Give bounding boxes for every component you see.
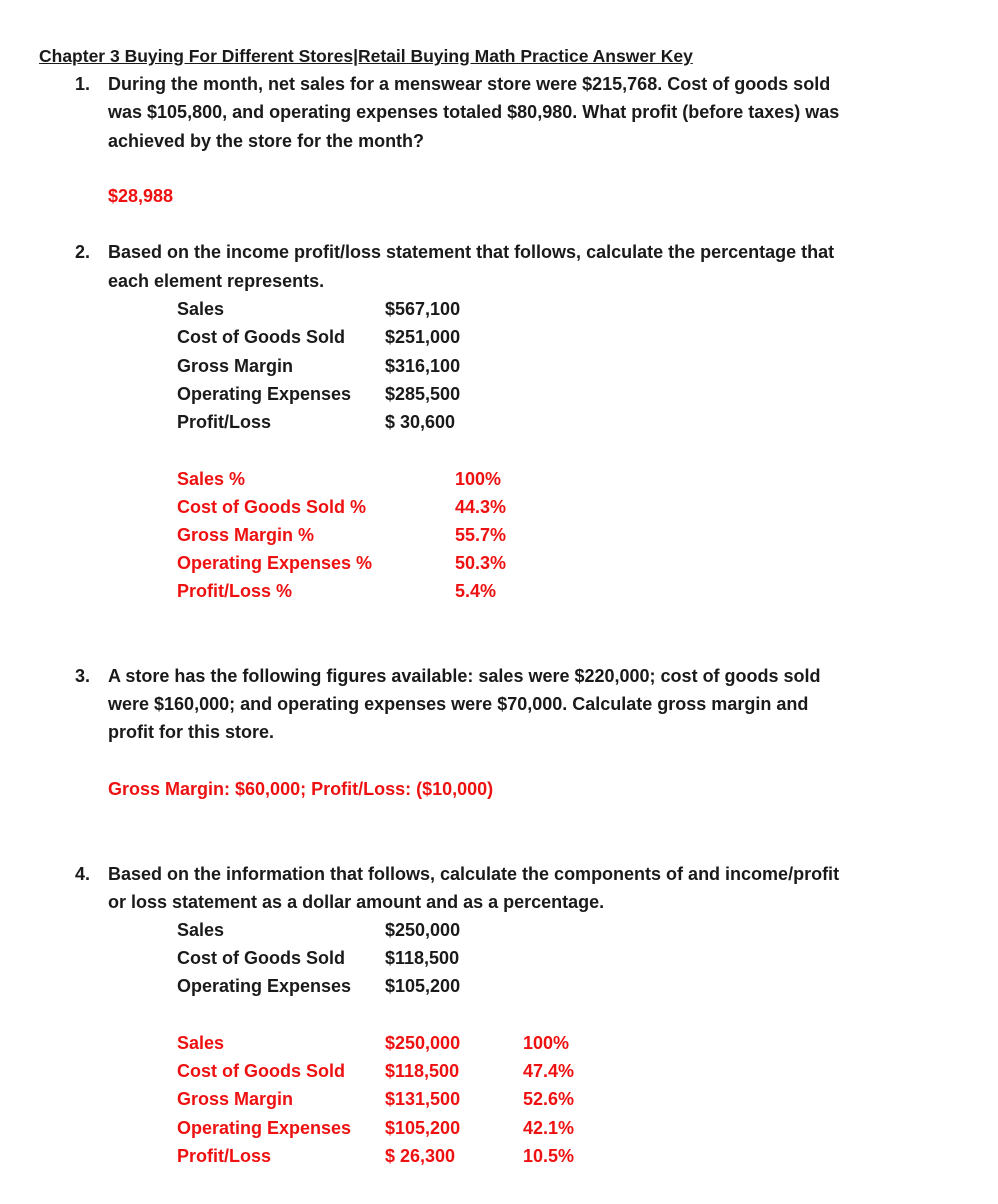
q4-given-label: Cost of Goods Sold	[177, 948, 345, 969]
q4-answer-label: Profit/Loss	[177, 1145, 272, 1166]
q2-given-label: Cost of Goods Sold	[177, 327, 345, 348]
q4-given-value: $250,000	[385, 920, 461, 940]
q2-answer-label: Sales %	[177, 469, 246, 489]
q4-answer-label: Sales	[177, 1033, 225, 1053]
q4-answer-value: $131,500	[385, 1089, 461, 1110]
q2-answer-label: Profit/Loss %	[177, 581, 293, 602]
q4-answer-pct: 100%	[523, 1033, 570, 1053]
question-1-text: was $105,800, and operating expenses totaled $80,980. What profit (before taxes) was	[108, 102, 840, 122]
q2-given-value: $567,100	[385, 299, 461, 319]
q2-given-label: Sales	[177, 299, 225, 319]
q2-answer-label: Cost of Goods Sold %	[177, 497, 366, 518]
q4-answer-value: $118,500	[385, 1061, 460, 1082]
q4-answer-pct: 52.6%	[523, 1089, 575, 1110]
q2-answer-value: 55.7%	[455, 525, 507, 546]
question-2-number: 2.	[75, 242, 91, 262]
question-4-text: or loss statement as a dollar amount and as a percentage.	[108, 892, 605, 912]
question-1-number: 1.	[75, 74, 91, 94]
q4-answer-pct: 42.1%	[523, 1117, 575, 1138]
page-title: Chapter 3 Buying For Different Stores|Retail Buying Math Practice Answer Key	[39, 46, 693, 66]
q4-answer-label: Cost of Goods Sold	[177, 1061, 345, 1082]
question-1-answer: $28,988	[108, 186, 174, 206]
question-3-number: 3.	[75, 666, 91, 686]
q2-answer-label: Operating Expenses %	[177, 553, 373, 574]
question-4-number: 4.	[75, 864, 91, 884]
question-2-text: Based on the income profit/loss statement that follows, calculate the percentage that	[108, 242, 835, 262]
q4-given-value: $105,200	[385, 976, 461, 997]
q2-given-label: Operating Expenses	[177, 383, 352, 404]
q2-answer-label: Gross Margin %	[177, 525, 315, 546]
q4-answer-value: $105,200	[385, 1117, 461, 1138]
question-3-text: were $160,000; and operating expenses were $70,000. Calculate gross margin and	[108, 694, 809, 714]
q4-given-label: Sales	[177, 920, 225, 940]
q4-given-label: Operating Expenses	[177, 976, 352, 997]
q2-given-label: Profit/Loss	[177, 412, 272, 432]
q4-answer-label: Operating Expenses	[177, 1117, 352, 1138]
q4-answer-value: $ 26,300	[385, 1145, 456, 1166]
question-3-text: A store has the following figures available: sales were $220,000; cost of goods sold	[108, 666, 821, 686]
question-1-text: During the month, net sales for a menswear store were $215,768. Cost of goods sold	[108, 74, 831, 94]
q2-given-value: $316,100	[385, 355, 461, 376]
q2-answer-value: 44.3%	[455, 497, 507, 518]
question-3-text: profit for this store.	[108, 722, 274, 742]
q2-answer-value: 100%	[455, 469, 502, 489]
q2-answer-value: 50.3%	[455, 553, 507, 574]
q4-answer-pct: 47.4%	[523, 1061, 575, 1082]
q2-answer-value: 5.4%	[455, 581, 497, 602]
q2-given-value: $285,500	[385, 383, 461, 404]
question-3-answer: Gross Margin: $60,000; Profit/Loss: ($10,000)	[108, 779, 494, 799]
q4-answer-pct: 10.5%	[523, 1145, 575, 1166]
q4-answer-value: $250,000	[385, 1033, 461, 1053]
q4-answer-label: Gross Margin	[177, 1089, 294, 1110]
q2-given-value: $ 30,600	[385, 412, 456, 432]
q2-given-value: $251,000	[385, 327, 461, 348]
question-4-text: Based on the information that follows, calculate the components of and income/profit	[108, 864, 840, 884]
q4-given-value: $118,500	[385, 948, 460, 969]
q2-given-label: Gross Margin	[177, 355, 294, 376]
question-2-text: each element represents.	[108, 271, 325, 291]
question-1-text: achieved by the store for the month?	[108, 131, 425, 151]
